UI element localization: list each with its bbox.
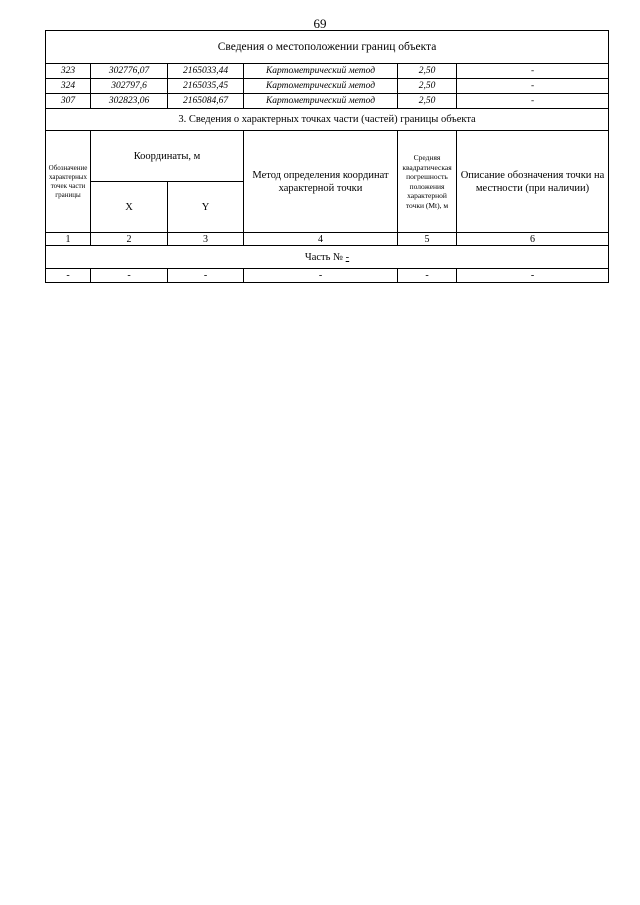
method-cell: Картометрический метод: [244, 64, 398, 79]
point-cell: 324: [46, 79, 91, 94]
page-number: 69: [313, 16, 327, 31]
header-x: X: [91, 182, 168, 233]
x-cell: 302797,6: [91, 79, 168, 94]
table-row: [46, 64, 609, 79]
error-cell: 2,50: [398, 94, 457, 109]
empty-cell: -: [398, 269, 457, 283]
part-number: -: [345, 251, 350, 263]
part-cell: [46, 246, 609, 269]
table-row: [46, 269, 609, 283]
section-title-row: [46, 109, 609, 131]
column-number: 3: [168, 233, 244, 246]
empty-cell: -: [46, 269, 91, 283]
table-title-row: [46, 31, 609, 64]
header-row: [46, 131, 609, 182]
column-number: 5: [398, 233, 457, 246]
part-row: [46, 246, 609, 269]
y-cell: 2165035,45: [168, 79, 244, 94]
header-error: Средняя квадратическая погрешность положения характерной точки (Mt), м: [398, 131, 457, 233]
y-cell: 2165084,67: [168, 94, 244, 109]
desc-cell: -: [457, 94, 609, 109]
desc-cell: -: [457, 79, 609, 94]
header-method: Метод определения координат характерной точки: [244, 131, 398, 233]
error-cell: 2,50: [398, 64, 457, 79]
method-cell: Картометрический метод: [244, 94, 398, 109]
desc-cell: -: [457, 64, 609, 79]
header-y: Y: [168, 182, 244, 233]
point-cell: 323: [46, 64, 91, 79]
point-cell: 307: [46, 94, 91, 109]
empty-cell: -: [457, 269, 609, 283]
error-cell: 2,50: [398, 79, 457, 94]
boundary-table: [45, 30, 609, 283]
table-row: [46, 94, 609, 109]
column-number: 6: [457, 233, 609, 246]
empty-cell: -: [244, 269, 398, 283]
part-label: Часть №: [304, 251, 344, 263]
method-cell: Картометрический метод: [244, 79, 398, 94]
y-cell: 2165033,44: [168, 64, 244, 79]
header-desc: Описание обозначения точки на местности (при наличии): [457, 131, 609, 233]
x-cell: 302776,07: [91, 64, 168, 79]
column-number: 4: [244, 233, 398, 246]
table-title: Сведения о местоположении границ объекта: [46, 31, 609, 64]
header-point: Обозначение характерных точек части границы: [46, 131, 91, 233]
column-number: 1: [46, 233, 91, 246]
section3-title: 3. Сведения о характерных точках части (частей) границы объекта: [46, 109, 609, 131]
x-cell: 302823,06: [91, 94, 168, 109]
empty-cell: -: [91, 269, 168, 283]
header-coords: Координаты, м: [91, 131, 244, 182]
empty-cell: -: [168, 269, 244, 283]
table-row: [46, 79, 609, 94]
column-number: 2: [91, 233, 168, 246]
column-number-row: [46, 233, 609, 246]
